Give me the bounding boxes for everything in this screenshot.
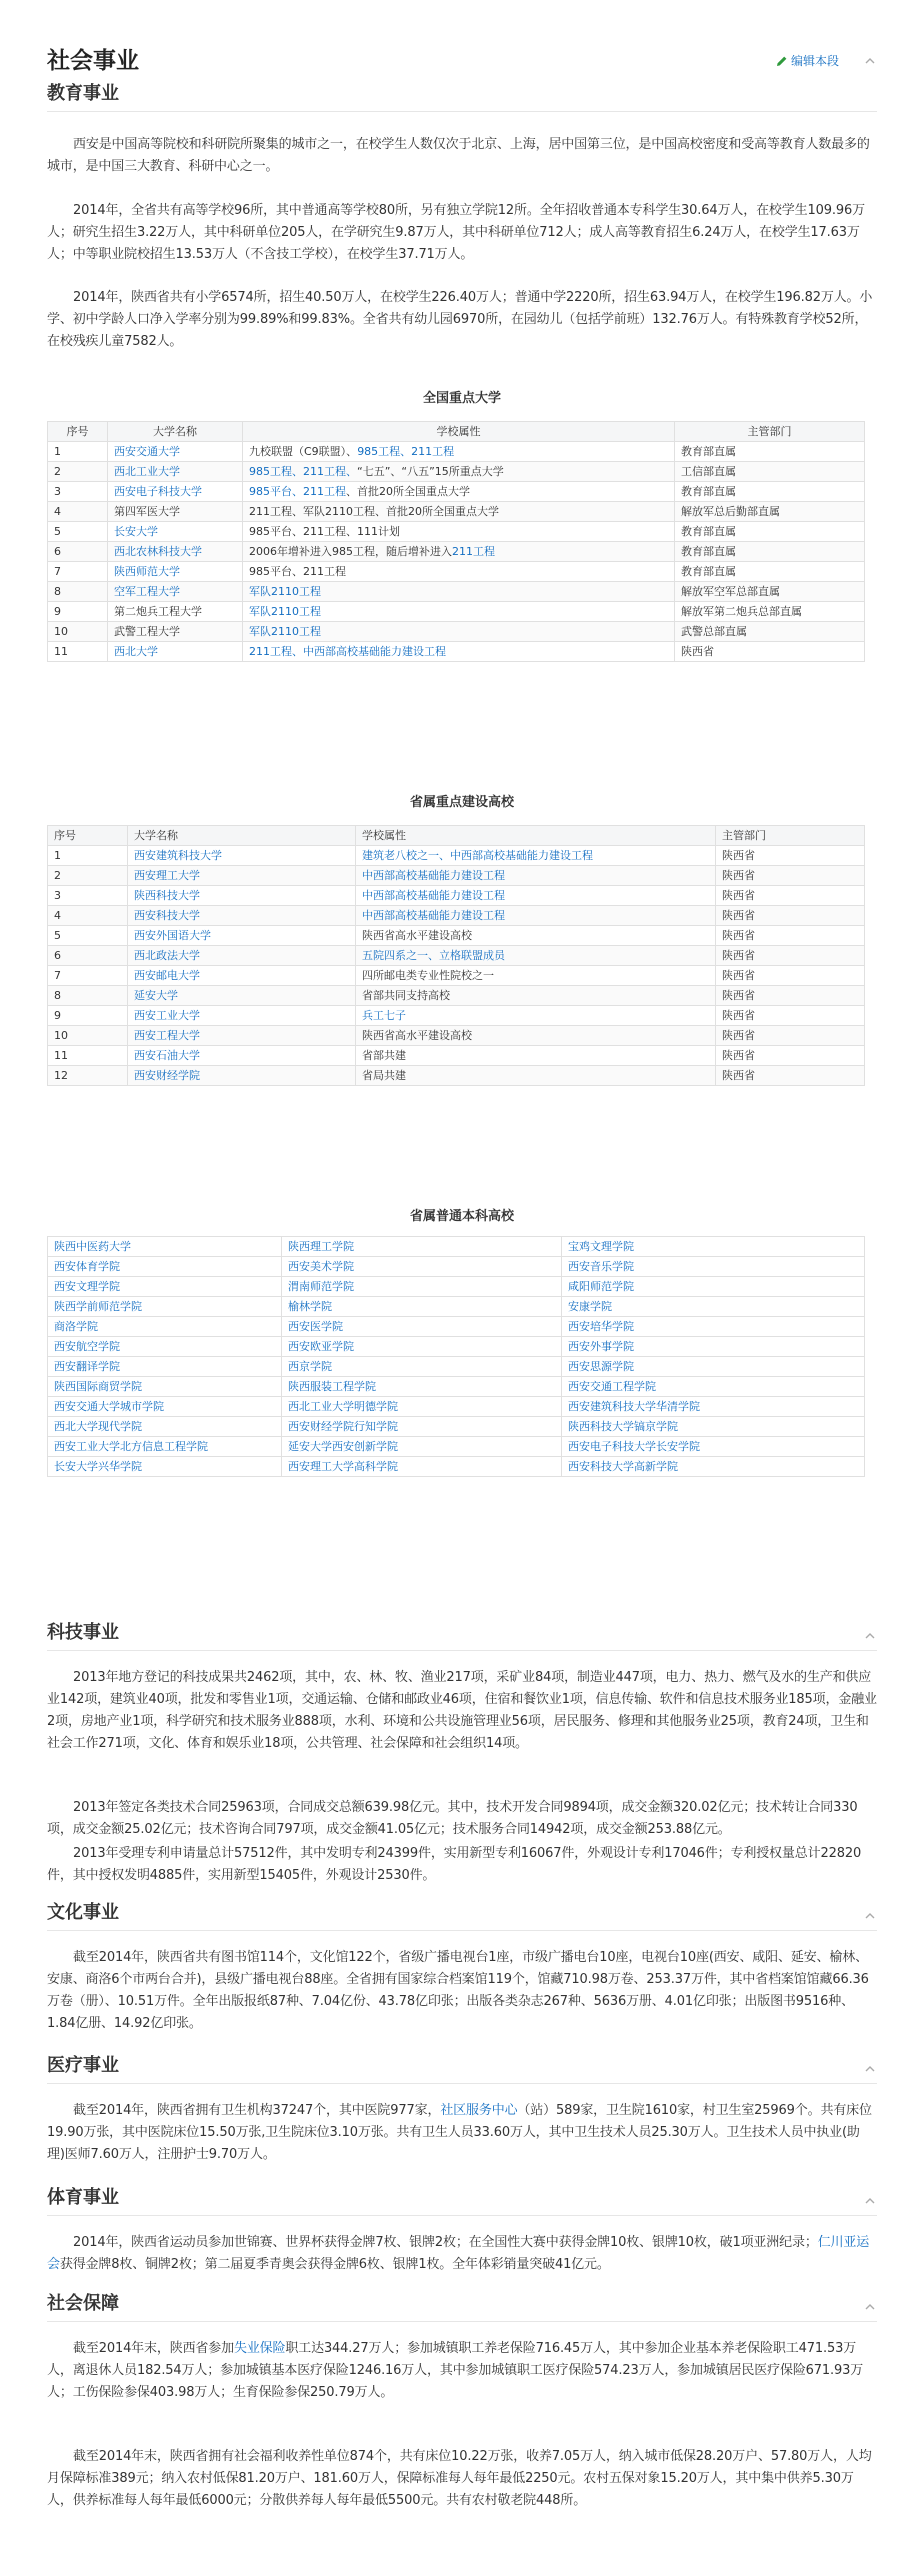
- university-name[interactable]: 西安邮电大学: [128, 966, 356, 986]
- row-number: 4: [48, 502, 108, 522]
- pencil-icon: [776, 55, 788, 67]
- supervising-department: 解放军空军总部直属: [675, 582, 865, 602]
- general-table-caption: 省属普通本科高校: [409, 1209, 514, 1224]
- supervising-department: 教育部直属: [675, 562, 865, 582]
- medical-text-end: （站）589家，卫生院1610家，村卫生室25969个。共有床位19.90万张，其中医院床位15.50万张,卫生院床位3.10万张。共有卫生人员33.60万人，其中卫生技术人员25.30万人。卫生技术人员中执业(助理)医师7.60万人，注册护士9.70万人。: [47, 2103, 872, 2162]
- university-link[interactable]: 西京学院: [282, 1357, 562, 1377]
- row-number: 9: [48, 602, 108, 622]
- section-medical-title: 医疗事业: [47, 2055, 119, 2076]
- table-row: [48, 462, 865, 482]
- grid-row: [48, 1237, 865, 1257]
- supervising-department: 工信部直属: [675, 462, 865, 482]
- row-number: 9: [48, 1006, 128, 1026]
- university-link[interactable]: 西安外事学院: [562, 1337, 865, 1357]
- table-row: [48, 642, 865, 662]
- supervising-department: 陕西省: [675, 642, 865, 662]
- university-link[interactable]: 渭南师范学院: [282, 1277, 562, 1297]
- university-name[interactable]: 西北工业大学: [108, 462, 243, 482]
- row-number: 8: [48, 986, 128, 1006]
- row-number: 7: [48, 966, 128, 986]
- university-link[interactable]: 西安电子科技大学长安学院: [562, 1437, 865, 1457]
- table-header: 序号: [48, 826, 128, 846]
- supervising-department: 陕西省: [716, 886, 865, 906]
- university-attributes: 陕西省高水平建设高校: [356, 1026, 716, 1046]
- table-row: [48, 1046, 865, 1066]
- university-link[interactable]: 西安建筑科技大学华清学院: [562, 1397, 865, 1417]
- section-education-title: 教育事业: [47, 83, 119, 104]
- row-number: 3: [48, 482, 108, 502]
- university-link[interactable]: 陕西学前师范学院: [48, 1297, 282, 1317]
- table-header: 学校属性: [356, 826, 716, 846]
- university-attributes: [243, 442, 675, 462]
- university-name[interactable]: 西安理工大学: [128, 866, 356, 886]
- university-name[interactable]: 西安电子科技大学: [108, 482, 243, 502]
- supervising-department: 陕西省: [716, 1006, 865, 1026]
- university-link[interactable]: 西安欧亚学院: [282, 1337, 562, 1357]
- row-number: 6: [48, 946, 128, 966]
- university-name[interactable]: 西安外国语大学: [128, 926, 356, 946]
- university-attributes: [243, 582, 675, 602]
- attr-link[interactable]: 985工程、211工程、: [249, 464, 357, 478]
- table-header: 主管部门: [675, 422, 865, 442]
- row-number: 1: [48, 846, 128, 866]
- grid-row: [48, 1417, 865, 1437]
- unemployment-insurance-link[interactable]: 失业保险: [233, 2341, 286, 2356]
- attr-link[interactable]: 军队2110工程: [249, 624, 321, 638]
- university-name[interactable]: 西北大学: [108, 642, 243, 662]
- university-link[interactable]: 西安交通工程学院: [562, 1377, 865, 1397]
- section-culture-title: 文化事业: [47, 1902, 119, 1923]
- grid-row: [48, 1357, 865, 1377]
- table-row: [48, 582, 865, 602]
- grid-row: [48, 1297, 865, 1317]
- general-grid-body: [48, 1237, 865, 1477]
- university-attributes: [243, 562, 675, 582]
- section-education-header: [47, 80, 877, 112]
- chevron-up-icon[interactable]: [863, 2062, 877, 2076]
- provincial-universities-table: [47, 825, 865, 1086]
- grid-row: [48, 1277, 865, 1297]
- university-name[interactable]: 西安工业大学: [128, 1006, 356, 1026]
- attr-link[interactable]: 211工程: [452, 544, 495, 558]
- edit-label[interactable]: 编辑本段: [790, 54, 839, 68]
- university-attributes: [243, 602, 675, 622]
- supervising-department: 教育部直属: [675, 442, 865, 462]
- university-link[interactable]: 西安培华学院: [562, 1317, 865, 1337]
- university-attributes[interactable]: 五院四系之一、立格联盟成员: [356, 946, 716, 966]
- university-name[interactable]: 空军工程大学: [108, 582, 243, 602]
- attr-link[interactable]: 军队2110工程: [249, 584, 321, 598]
- row-number: 11: [48, 642, 108, 662]
- university-name[interactable]: 西安财经学院: [128, 1066, 356, 1086]
- sports-text-start: 2014年，陕西省运动员参加世锦赛、世界杯获得金牌7枚、银牌2枚；在全国性大赛中获得金牌10枚、银牌10枚，破1项亚洲纪录；: [73, 2235, 818, 2250]
- university-link[interactable]: 西安航空学院: [48, 1337, 282, 1357]
- university-attributes: 省局共建: [356, 1066, 716, 1086]
- row-number: 2: [48, 462, 108, 482]
- university-link[interactable]: 西安医学院: [282, 1317, 562, 1337]
- university-name[interactable]: 长安大学: [108, 522, 243, 542]
- university-attributes[interactable]: 中西部高校基础能力建设工程: [356, 886, 716, 906]
- table-row: [48, 906, 865, 926]
- university-attributes: [243, 522, 675, 542]
- university-link[interactable]: 西安音乐学院: [562, 1257, 865, 1277]
- table-row: [48, 926, 865, 946]
- supervising-department: 陕西省: [716, 946, 865, 966]
- science-paragraph-3: 2013年受理专利申请量总计57512件，其中发明专利24399件，实用新型专利16067件，外观设计专利17046件；专利授权量总计22820件，其中授权发明4885件，实用新型15405件，外观设计2530件。: [47, 1846, 862, 1883]
- attr-text: 九校联盟（C9联盟）、: [249, 444, 358, 458]
- education-paragraph-2: 2014年，全省共有高等学校96所，其中普通高等学校80所，另有独立学院12所。全年招收普通本专科学生30.64万人，在校学生109.96万人；研究生招生3.22万人，其中科研单位205人，在学研究生9.87万人，其中科研单位712人；成人高等教育招生6.24万人，在校学生17.63万人；中等职业院校招生13.53万人（不含技工学校），在校学生37.71万人。: [47, 203, 865, 262]
- university-attributes: 省部共建: [356, 1046, 716, 1066]
- row-number: 10: [48, 1026, 128, 1046]
- table-row: [48, 1066, 865, 1086]
- table-row: [48, 522, 865, 542]
- university-link[interactable]: 西安美术学院: [282, 1257, 562, 1277]
- science-paragraph-1: 2013年地方登记的科技成果共2462项，其中，农、林、牧、渔业217项，采矿业84项，制造业447项，电力、热力、燃气及水的生产和供应业142项，建筑业40项，批发和零售业1项，交通运输、仓储和邮政业46项，住宿和餐饮业1项，信息传输、软件和信息技术服务业185项，金融业2项，房地产业1项，科学研究和技术服务业888项，水利、环境和公共设施管理业56项，居民服务、修理和其他服务业25项，教育24项，卫生和社会工作271项，文化、体育和娱乐业18项，公共管理、社会保障和社会组织14项。: [47, 1670, 877, 1751]
- social-text-start: 截至2014年末，陕西省参加: [73, 2341, 234, 2356]
- table-row: [48, 946, 865, 966]
- section-science-title: 科技事业: [47, 1622, 119, 1643]
- supervising-department: 解放军总后勤部直属: [675, 502, 865, 522]
- page-title: 社会事业: [47, 48, 139, 74]
- sports-paragraph: [47, 2232, 877, 2276]
- university-link[interactable]: 西安理工大学高科学院: [282, 1457, 562, 1477]
- university-name[interactable]: 西北农林科技大学: [108, 542, 243, 562]
- university-attributes[interactable]: 中西部高校基础能力建设工程: [356, 866, 716, 886]
- university-name[interactable]: 陕西科技大学: [128, 886, 356, 906]
- grid-row: [48, 1457, 865, 1477]
- national-table-caption: 全国重点大学: [422, 391, 501, 406]
- culture-paragraph-1: 截至2014年，陕西省共有图书馆114个，文化馆122个，省级广播电视台1座，市级广播电台10座，电视台10座(西安、咸阳、延安、榆林、安康、商洛6个市两台合并)，县级广播电视台88座。全省拥有国家综合档案馆119个，馆藏710.98万卷、253.37万件，其中省档案馆馆藏66.36万卷（册）、10.51万件。全年出版报纸87种、7.04亿份、43.78亿印张；出版各类杂志267种、5636万册、4.01亿印张；出版图书9516种、1.84亿册、14.92亿印张。: [47, 1950, 869, 2031]
- university-attributes: [243, 642, 675, 662]
- national-table-body: [48, 442, 865, 662]
- university-name[interactable]: 西安工程大学: [128, 1026, 356, 1046]
- table-header: 序号: [48, 422, 108, 442]
- attr-link[interactable]: 211工程、中西部高校基础能力建设工程: [249, 644, 446, 658]
- university-name[interactable]: 西安建筑科技大学: [128, 846, 356, 866]
- university-attributes: 陕西省高水平建设高校: [356, 926, 716, 946]
- attr-link[interactable]: 985工程、211工程: [357, 444, 455, 458]
- university-link[interactable]: 陕西国际商贸学院: [48, 1377, 282, 1397]
- grid-row: [48, 1397, 865, 1417]
- sports-text-end: 获得金牌8枚、铜牌2枚；第二届夏季青奥会获得金牌6枚、银牌1枚。全年体彩销量突破41亿元。: [59, 2257, 610, 2272]
- supervising-department: 陕西省: [716, 986, 865, 1006]
- university-attributes: [243, 542, 675, 562]
- supervising-department: 陕西省: [716, 866, 865, 886]
- university-name: 第二炮兵工程大学: [108, 602, 243, 622]
- attr-text: 、首批20所全国重点大学: [346, 484, 470, 498]
- grid-row: [48, 1437, 865, 1457]
- table-header: 大学名称: [128, 826, 356, 846]
- university-link[interactable]: 陕西服装工程学院: [282, 1377, 562, 1397]
- grid-row: [48, 1337, 865, 1357]
- row-number: 2: [48, 866, 128, 886]
- university-link[interactable]: 陕西中医药大学: [48, 1237, 282, 1257]
- university-link[interactable]: 长安大学兴华学院: [48, 1457, 282, 1477]
- university-name[interactable]: 西北政法大学: [128, 946, 356, 966]
- medical-text-start: 截至2014年，陕西省拥有卫生机构37247个，其中医院977家，: [73, 2103, 441, 2118]
- chevron-up-icon[interactable]: [863, 1629, 877, 1643]
- section-social-title: 社会保障: [47, 2293, 119, 2314]
- university-link[interactable]: 西安交通大学城市学院: [48, 1397, 282, 1417]
- attr-text: 211工程、军队2110工程、首批20所全国重点大学: [249, 504, 499, 518]
- university-link[interactable]: 商洛学院: [48, 1317, 282, 1337]
- table-row: [48, 986, 865, 1006]
- university-name[interactable]: 延安大学: [128, 986, 356, 1006]
- national-universities-table: [47, 421, 865, 662]
- attr-link[interactable]: 985平台、211工程: [249, 484, 346, 498]
- attr-text: 2006年增补进入985工程，随后增补进入: [249, 544, 452, 558]
- section-sports-header: [47, 2184, 877, 2216]
- supervising-department: 陕西省: [716, 926, 865, 946]
- university-link[interactable]: 西安翻译学院: [48, 1357, 282, 1377]
- table-row: [48, 482, 865, 502]
- social-text-end: 职工达344.27万人；参加城镇职工养老保险716.45万人，其中参加企业基本养老保险职工471.53万人，离退休人员182.54万人；参加城镇基本医疗保险1246.16万人，其中参加城镇职工医疗保险574.23万人，参加城镇居民医疗保险671.93万人；工伤保险参保403.98万人；生育保险参保250.79万人。: [47, 2341, 864, 2400]
- section-science-header: [47, 1619, 877, 1651]
- supervising-department: 教育部直属: [675, 482, 865, 502]
- provincial-table-body: [48, 846, 865, 1086]
- university-name[interactable]: 西安科技大学: [128, 906, 356, 926]
- incheon-asian-games-link[interactable]: 仁川亚运会: [47, 2235, 870, 2272]
- university-name: 第四军医大学: [108, 502, 243, 522]
- university-name[interactable]: 西安交通大学: [108, 442, 243, 462]
- table-header: 大学名称: [108, 422, 243, 442]
- university-link[interactable]: 西安工业大学北方信息工程学院: [48, 1437, 282, 1457]
- education-paragraph-3: 2014年，陕西省共有小学6574所，招生40.50万人，在校学生226.40万人；普通中学2220所，招生63.94万人，在校学生196.82万人。小学、初中学龄人口净入学率分别为99.89%和99.83%。全省共有幼儿园6970所，在园幼儿（包括学前班）132.76万人。有特殊教育学校52所，在校残疾儿童7582人。: [47, 290, 873, 349]
- supervising-department: 陕西省: [716, 1066, 865, 1086]
- supervising-department: 武警总部直属: [675, 622, 865, 642]
- chevron-up-icon[interactable]: [863, 1909, 877, 1923]
- supervising-department: 陕西省: [716, 846, 865, 866]
- social-paragraph-2: 截至2014年末，陕西省拥有社会福利收养性单位874个，共有床位10.22万张，收养7.05万人，纳入城市低保28.20万户、57.80万人，人均月保障标准389元；纳入农村低保81.20万户、181.60万人，保障标准每人每年最低2250元。农村五保对象15.20万人，其中集中供养5.30万人，供养标准每人每年最低6000元；分散供养每人每年最低5500元。共有农村敬老院448所。: [47, 2449, 872, 2508]
- row-number: 4: [48, 906, 128, 926]
- table-row: [48, 1006, 865, 1026]
- university-link[interactable]: 陕西科技大学镐京学院: [562, 1417, 865, 1437]
- row-number: 8: [48, 582, 108, 602]
- table-header: 主管部门: [716, 826, 865, 846]
- university-attributes: [243, 482, 675, 502]
- provincial-table-caption: 省属重点建设高校: [409, 795, 514, 810]
- chevron-up-icon[interactable]: [863, 2300, 877, 2314]
- edit-section-link[interactable]: [776, 53, 839, 69]
- university-link[interactable]: 西安文理学院: [48, 1277, 282, 1297]
- table-row: [48, 442, 865, 462]
- university-link[interactable]: 西北工业大学明德学院: [282, 1397, 562, 1417]
- row-number: 10: [48, 622, 108, 642]
- attr-text: 985平台、211工程、111计划: [249, 524, 400, 538]
- row-number: 12: [48, 1066, 128, 1086]
- row-number: 5: [48, 926, 128, 946]
- education-paragraph-1: 西安是中国高等院校和科研院所聚集的城市之一，在校学生人数仅次于北京、上海，居中国第三位，是中国高校密度和受高等教育人数最多的城市，是中国三大教育、科研中心之一。: [47, 137, 870, 174]
- university-link[interactable]: 宝鸡文理学院: [562, 1237, 865, 1257]
- section-culture-header: [47, 1899, 877, 1931]
- university-attributes: 四所邮电类专业性院校之一: [356, 966, 716, 986]
- attr-text: “七五”、“八五”15所重点大学: [357, 464, 504, 478]
- table-row: [48, 966, 865, 986]
- table-header: 学校属性: [243, 422, 675, 442]
- university-link[interactable]: 西安科技大学高新学院: [562, 1457, 865, 1477]
- community-service-center-link[interactable]: 社区服务中心: [440, 2103, 518, 2118]
- university-attributes[interactable]: 兵工七子: [356, 1006, 716, 1026]
- table-row: [48, 866, 865, 886]
- university-attributes: [243, 462, 675, 482]
- university-attributes: [243, 622, 675, 642]
- table-row: [48, 622, 865, 642]
- university-attributes: [243, 502, 675, 522]
- university-attributes[interactable]: 中西部高校基础能力建设工程: [356, 906, 716, 926]
- grid-row: [48, 1317, 865, 1337]
- section-social-header: [47, 2290, 877, 2322]
- table-row: [48, 886, 865, 906]
- chevron-up-icon[interactable]: [863, 54, 877, 68]
- attr-link[interactable]: 军队2110工程: [249, 604, 321, 618]
- table-row: [48, 542, 865, 562]
- supervising-department: 陕西省: [716, 966, 865, 986]
- row-number: 1: [48, 442, 108, 462]
- table-row: [48, 502, 865, 522]
- university-link[interactable]: 安康学院: [562, 1297, 865, 1317]
- supervising-department: 教育部直属: [675, 522, 865, 542]
- university-name: 武警工程大学: [108, 622, 243, 642]
- university-name[interactable]: 陕西师范大学: [108, 562, 243, 582]
- section-medical-header: [47, 2052, 877, 2084]
- row-number: 3: [48, 886, 128, 906]
- row-number: 6: [48, 542, 108, 562]
- table-row: [48, 602, 865, 622]
- supervising-department: 陕西省: [716, 1026, 865, 1046]
- university-link[interactable]: 西安思源学院: [562, 1357, 865, 1377]
- general-universities-grid: [47, 1236, 865, 1477]
- attr-text: 985平台、211工程: [249, 564, 346, 578]
- row-number: 11: [48, 1046, 128, 1066]
- supervising-department: 教育部直属: [675, 542, 865, 562]
- table-row: [48, 1026, 865, 1046]
- university-link[interactable]: 延安大学西安创新学院: [282, 1437, 562, 1457]
- grid-row: [48, 1377, 865, 1397]
- table-row: [48, 846, 865, 866]
- university-link[interactable]: 咸阳师范学院: [562, 1277, 865, 1297]
- supervising-department: 陕西省: [716, 1046, 865, 1066]
- university-link[interactable]: 榆林学院: [282, 1297, 562, 1317]
- supervising-department: 陕西省: [716, 906, 865, 926]
- row-number: 5: [48, 522, 108, 542]
- grid-row: [48, 1257, 865, 1277]
- university-attributes[interactable]: 建筑老八校之一、中西部高校基础能力建设工程: [356, 846, 716, 866]
- row-number: 7: [48, 562, 108, 582]
- medical-paragraph: [47, 2100, 877, 2166]
- university-attributes: 省部共同支持高校: [356, 986, 716, 1006]
- supervising-department: 解放军第二炮兵总部直属: [675, 602, 865, 622]
- university-link[interactable]: 西安体育学院: [48, 1257, 282, 1277]
- university-link[interactable]: 西北大学现代学院: [48, 1417, 282, 1437]
- university-link[interactable]: 西安财经学院行知学院: [282, 1417, 562, 1437]
- university-name[interactable]: 西安石油大学: [128, 1046, 356, 1066]
- university-link[interactable]: 陕西理工学院: [282, 1237, 562, 1257]
- article-title-row: [47, 44, 877, 78]
- science-paragraph-2: 2013年签定各类技术合同25963项，合同成交总额639.98亿元。其中，技术开发合同9894项，成交金额320.02亿元；技术转让合同330项，成交金额25.02亿元；技术咨询合同797项，成交金额41.05亿元；技术服务合同14942项，成交金额253.88亿元。: [47, 1800, 858, 1837]
- section-sports-title: 体育事业: [47, 2187, 119, 2208]
- social-paragraph-1: [47, 2338, 877, 2404]
- table-row: [48, 562, 865, 582]
- chevron-up-icon[interactable]: [863, 2194, 877, 2208]
